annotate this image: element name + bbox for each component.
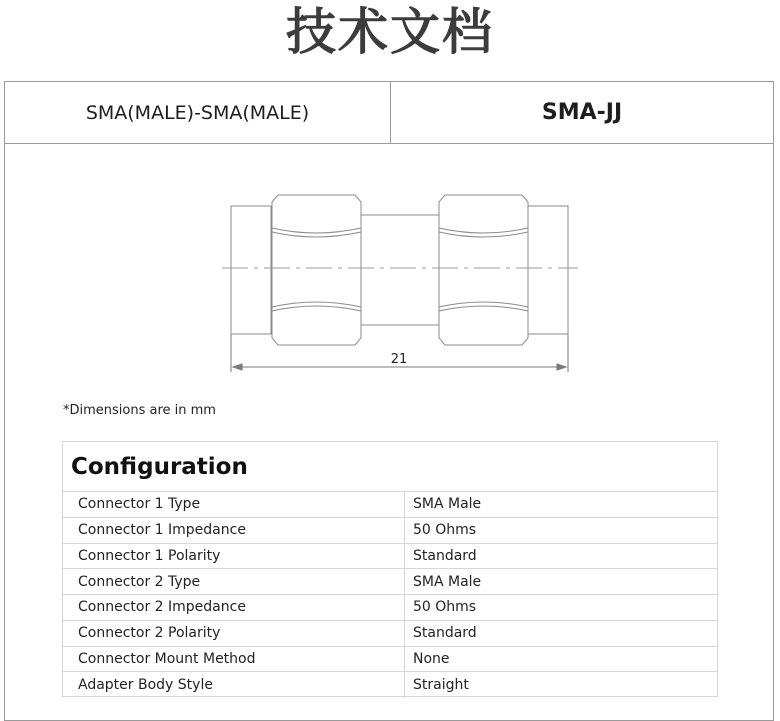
right-end-body bbox=[528, 206, 568, 334]
row-value: None bbox=[413, 650, 450, 667]
dimension-label: 21 bbox=[390, 352, 408, 367]
row-key: Connector 2 Impedance bbox=[63, 595, 405, 620]
table-row bbox=[63, 621, 717, 647]
table-row bbox=[63, 672, 717, 698]
row-key: Connector 1 Impedance bbox=[63, 518, 405, 543]
row-value: Straight bbox=[413, 677, 469, 694]
model-number: SMA-JJ bbox=[541, 100, 623, 125]
dimensions-note: *Dimensions are in mm bbox=[63, 403, 216, 418]
product-name: SMA(MALE)-SMA(MALE) bbox=[5, 82, 391, 143]
right-hex-nut bbox=[439, 195, 528, 345]
table-row bbox=[63, 518, 717, 544]
row-key: Connector 2 Polarity bbox=[63, 621, 405, 646]
row-value: Standard bbox=[413, 625, 477, 642]
row-value: SMA Male bbox=[413, 496, 482, 513]
table-row bbox=[63, 544, 717, 570]
row-key: Connector Mount Method bbox=[63, 647, 405, 672]
table-row bbox=[63, 595, 717, 621]
center-body bbox=[361, 215, 439, 325]
row-key: Connector 2 Type bbox=[63, 569, 405, 594]
table-row bbox=[63, 492, 717, 518]
row-value: SMA Male bbox=[413, 573, 482, 590]
row-key: Connector 1 Type bbox=[63, 492, 405, 517]
page-title: 技术文档 bbox=[286, 3, 494, 61]
configuration-title: Configuration bbox=[63, 442, 717, 492]
row-value: Standard bbox=[413, 547, 477, 564]
row-value: 50 Ohms bbox=[413, 522, 477, 539]
left-end-body bbox=[231, 206, 271, 334]
configuration-table bbox=[62, 441, 718, 697]
table-row bbox=[63, 569, 717, 595]
table-row bbox=[63, 647, 717, 673]
left-hex-nut bbox=[272, 195, 361, 345]
row-value: 50 Ohms bbox=[413, 599, 477, 616]
row-key: Adapter Body Style bbox=[63, 672, 405, 698]
row-key: Connector 1 Polarity bbox=[63, 544, 405, 569]
